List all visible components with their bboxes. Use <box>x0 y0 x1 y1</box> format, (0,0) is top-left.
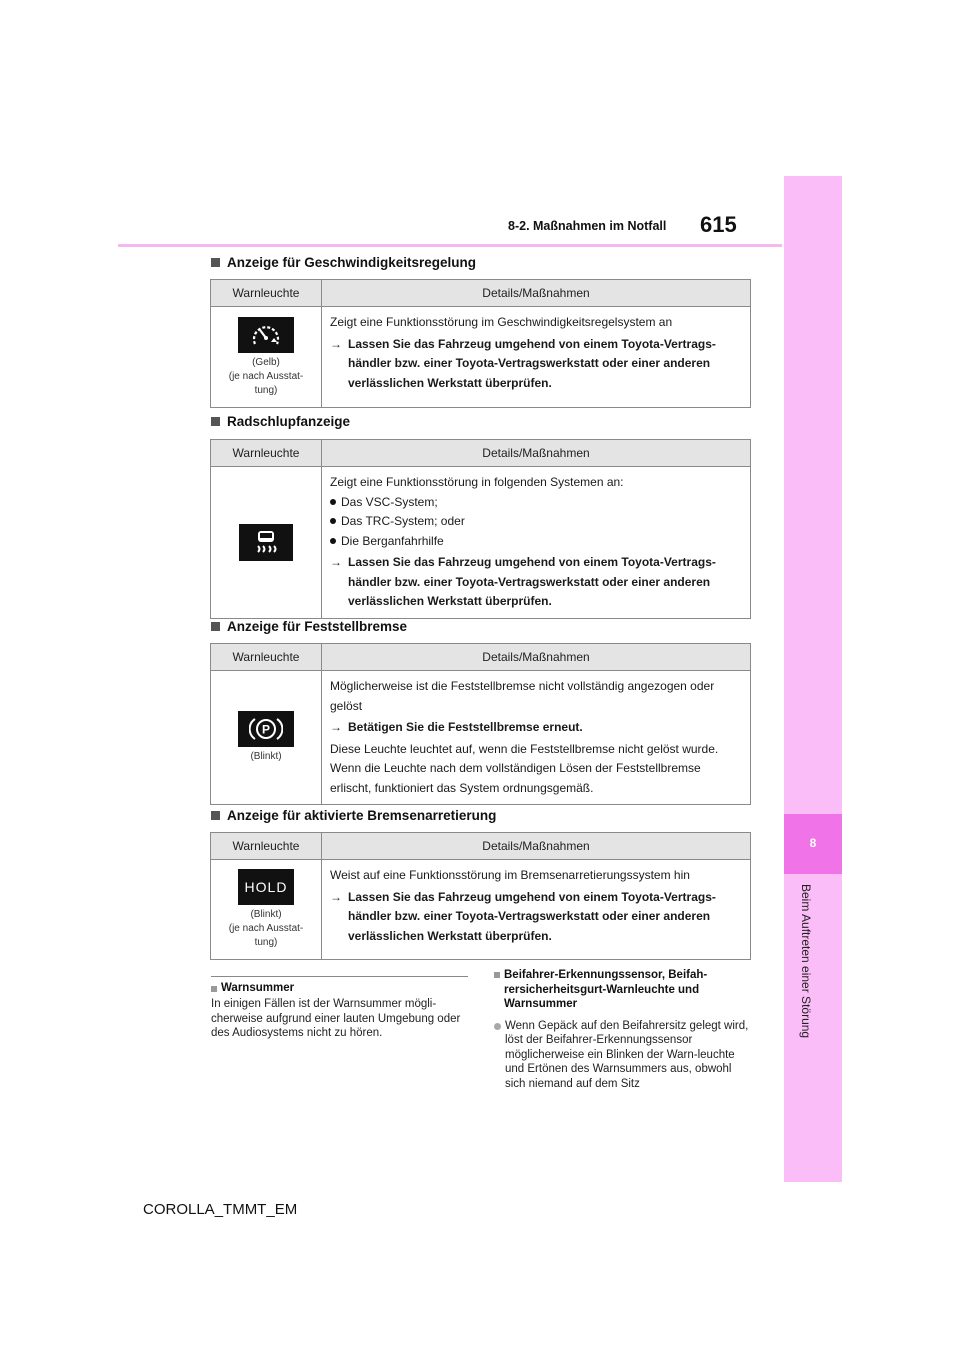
page-number: 615 <box>700 212 737 237</box>
lamp-cell <box>211 307 322 408</box>
lamp-color-note: (Gelb) <box>252 356 280 368</box>
lamp-equipment-note-cont: tung) <box>254 937 278 948</box>
document-code: COROLLA_TMMT_EM <box>143 1201 298 1218</box>
note-text: In einigen Fällen ist der Warnsummer mögli-cherweise aufgrund einer lauten Umgebung oder des Audiosystems nicht zu hören. <box>211 998 461 1039</box>
section-heading-text: Anzeige für Feststellbremse <box>227 619 408 634</box>
detail-bullet: Das VSC-System; <box>330 493 742 513</box>
note-passenger-sensor <box>494 968 752 1091</box>
detail-extra: Diese Leuchte leuchtet auf, wenn die Feststellbremse nicht gelöst wurde. Wenn die Leuchte nach dem vollständigen Lösen der Feststellbremse erlischt, funktioniert das System ordnungsgemäß. <box>330 741 719 795</box>
square-bullet-icon <box>211 811 220 820</box>
col-header-details: Details/Maßnahmen <box>322 280 751 307</box>
square-bullet-icon <box>211 622 220 631</box>
section-heading <box>211 619 407 634</box>
detail-bullet: Das TRC-System; oder <box>330 512 742 532</box>
svg-text:P: P <box>261 722 271 737</box>
speedometer-warning-icon <box>238 317 294 353</box>
detail-intro: Zeigt eine Funktionsstörung in folgenden Systemen an: <box>330 475 624 489</box>
section-reference: 8-2. Maßnahmen im Notfall <box>508 219 667 233</box>
warning-table-hold <box>210 832 751 960</box>
arrow-right-icon: → <box>330 889 342 904</box>
lamp-cell <box>211 467 322 619</box>
col-header-lamp: Warnleuchte <box>211 644 322 671</box>
detail-action: Lassen Sie das Fahrzeug umgehend von einem Toyota-Vertrags-händler bzw. einer Toyota-Vertragswerkstatt oder einer anderen verlässlichen Werkstatt überprüfen. <box>348 336 716 390</box>
square-bullet-icon <box>211 258 220 267</box>
col-header-details: Details/Maßnahmen <box>322 833 751 860</box>
parking-brake-icon <box>238 711 294 747</box>
detail-intro: Zeigt eine Funktionsstörung im Geschwindigkeitsregelsystem an <box>330 315 673 329</box>
lamp-equipment-note-cont: tung) <box>254 384 278 396</box>
detail-action: Lassen Sie das Fahrzeug umgehend von einem Toyota-Vertrags-händler bzw. einer Toyota-Vertragswerkstatt oder einer anderen verlässlichen Werkstatt überprüfen. <box>348 889 716 943</box>
section-heading-text: Anzeige für Geschwindigkeitsregelung <box>227 255 477 270</box>
notes-divider <box>211 976 468 977</box>
col-header-details: Details/Maßnahmen <box>322 440 751 467</box>
details-cell <box>322 467 751 619</box>
arrow-right-icon: → <box>330 720 342 734</box>
lamp-blink-note: (Blinkt) <box>250 751 282 762</box>
chapter-title: Beim Auftreten einer Störung <box>799 884 813 1039</box>
col-header-lamp: Warnleuchte <box>211 440 322 467</box>
note-text: Wenn Gepäck auf den Beifahrersitz gelegt wird, löst der Beifahrer-Erkennungssensor möglicherweise ein Blinken der Warn-leuchte und Ertönen des Warnsummers aus, obwohl sich niemand auf dem Sitz <box>505 1019 749 1090</box>
lamp-blink-note: (Blinkt) <box>250 909 282 920</box>
detail-bullet: Die Berganfahrhilfe <box>330 532 742 552</box>
lamp-equipment-note: (je nach Ausstat- <box>228 370 304 382</box>
lamp-cell <box>211 860 322 960</box>
bullet-dot-icon <box>494 1023 501 1030</box>
hold-icon: HOLD <box>238 869 294 905</box>
col-header-lamp: Warnleuchte <box>211 280 322 307</box>
details-cell <box>322 307 751 408</box>
section-heading <box>211 255 476 270</box>
square-bullet-icon <box>494 972 500 978</box>
details-cell <box>322 860 751 960</box>
warning-table-cruise <box>210 279 751 408</box>
chapter-number: 8 <box>809 836 817 850</box>
square-bullet-icon <box>211 417 220 426</box>
detail-intro: Möglicherweise ist die Feststellbremse nicht vollständig angezogen oder gelöst <box>330 679 715 713</box>
bullet-dot-icon <box>330 499 336 505</box>
col-header-lamp: Warnleuchte <box>211 833 322 860</box>
arrow-right-icon: → <box>330 336 342 351</box>
col-header-details: Details/Maßnahmen <box>322 644 751 671</box>
details-cell <box>322 671 751 805</box>
arrow-right-icon: → <box>330 555 342 569</box>
slip-indicator-icon <box>239 524 293 561</box>
bullet-dot-icon <box>330 538 336 544</box>
note-title: Beifahrer-Erkennungssensor, Beifah-rersicherheitsgurt-Warnleuchte und Warnsummer <box>504 969 708 1010</box>
square-bullet-icon <box>211 986 217 992</box>
section-heading <box>211 414 350 429</box>
section-heading-text: Radschlupfanzeige <box>227 414 351 429</box>
header-divider <box>118 244 782 247</box>
warning-table-parking-brake <box>210 643 751 805</box>
bullet-dot-icon <box>330 518 336 524</box>
section-heading-text: Anzeige für aktivierte Bremsenarretierung <box>227 808 497 823</box>
warning-table-slip <box>210 439 751 619</box>
lamp-equipment-note: (je nach Ausstat- <box>228 923 304 934</box>
detail-action: Lassen Sie das Fahrzeug umgehend von einem Toyota-Vertrags-händler bzw. einer Toyota-Vertragswerkstatt oder einer anderen verlässlichen Werkstatt überprüfen. <box>348 555 716 608</box>
lamp-cell <box>211 671 322 805</box>
chapter-title-vertical <box>785 884 841 1044</box>
detail-intro: Weist auf eine Funktionsstörung im Bremsenarretierungssystem hin <box>330 868 690 882</box>
detail-action: Betätigen Sie die Feststellbremse erneut. <box>348 720 583 734</box>
note-warning-buzzer <box>211 982 469 1041</box>
section-heading <box>211 808 496 823</box>
note-title: Warnsummer <box>221 982 295 994</box>
